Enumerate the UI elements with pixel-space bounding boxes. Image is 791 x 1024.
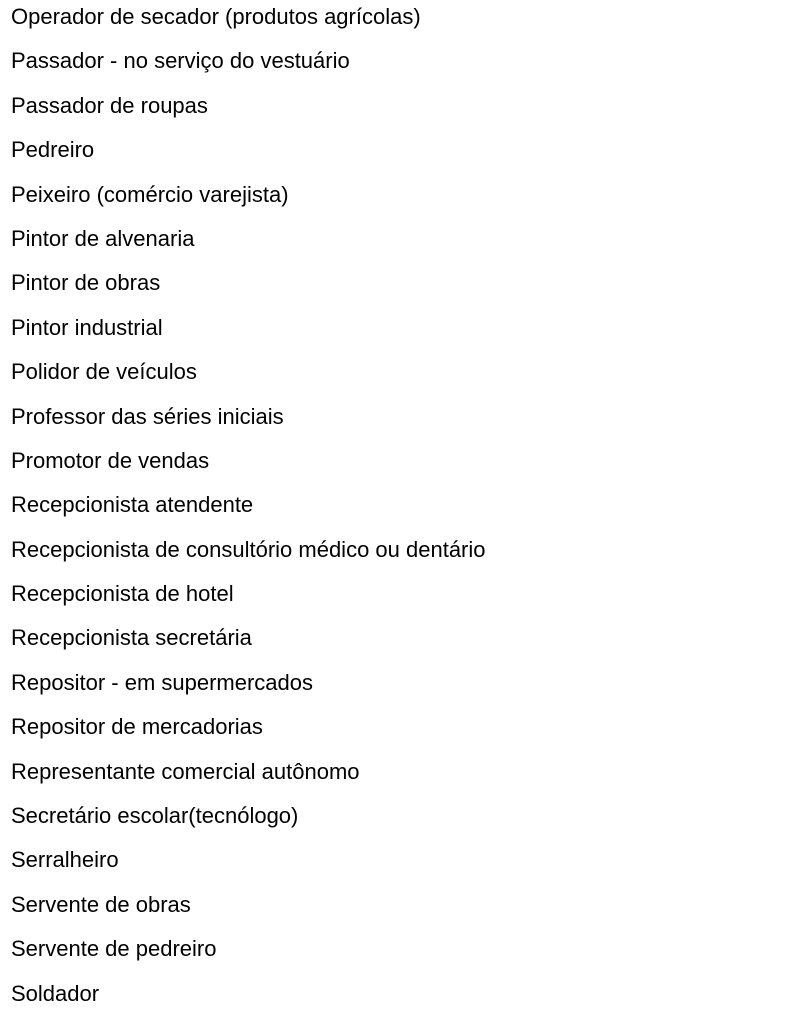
occupation-list bbox=[11, 2, 781, 1023]
occupation-item: Representante comercial autônomo bbox=[11, 758, 360, 784]
occupation-item: Servente de pedreiro bbox=[11, 936, 217, 962]
occupation-item: Peixeiro (comércio varejista) bbox=[11, 181, 289, 207]
occupation-item: Professor das séries iniciais bbox=[11, 403, 284, 429]
occupation-item: Pedreiro bbox=[11, 137, 95, 163]
occupation-item: Recepcionista de consultório médico ou dentário bbox=[11, 536, 486, 562]
occupation-item: Serralheiro bbox=[11, 847, 119, 873]
occupation-item: Secretário escolar(tecnólogo) bbox=[11, 803, 299, 829]
occupation-item: Soldador bbox=[11, 980, 100, 1006]
occupation-item: Servente de obras bbox=[11, 891, 191, 917]
occupation-item: Recepcionista atendente bbox=[11, 492, 254, 518]
occupation-item: Passador de roupas bbox=[11, 92, 208, 118]
occupation-item: Repositor - em supermercados bbox=[11, 669, 314, 695]
occupation-item: Passador - no serviço do vestuário bbox=[11, 48, 350, 74]
occupation-item: Promotor de vendas bbox=[11, 447, 210, 473]
occupation-item: Recepcionista secretária bbox=[11, 625, 252, 651]
occupation-item: Recepcionista de hotel bbox=[11, 581, 234, 607]
occupation-item: Repositor de mercadorias bbox=[11, 714, 263, 740]
occupation-item: Pintor industrial bbox=[11, 314, 163, 340]
occupation-item: Operador de secador (produtos agrícolas) bbox=[11, 4, 421, 29]
occupation-item: Polidor de veículos bbox=[11, 359, 197, 385]
occupation-item: Pintor de obras bbox=[11, 270, 161, 296]
occupation-item: Pintor de alvenaria bbox=[11, 225, 195, 251]
